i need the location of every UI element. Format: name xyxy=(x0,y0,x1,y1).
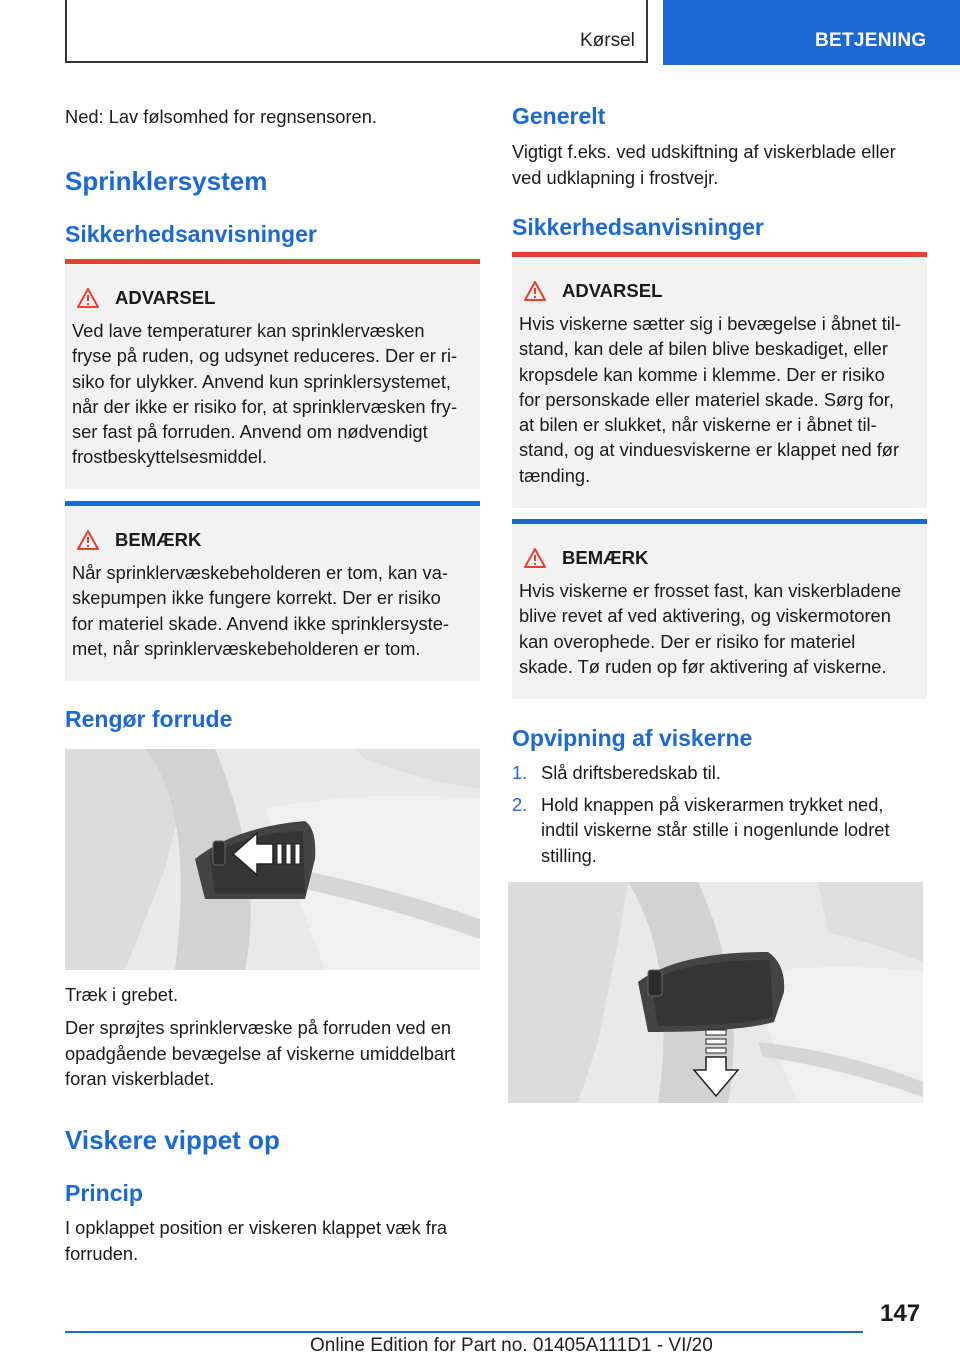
text-line: kropsdele kan komme i klemme. Der er risiko xyxy=(519,363,885,385)
text-line: Der sprøjtes sprinklervæske på forruden ved en xyxy=(65,1017,452,1038)
text-line: Når sprinklervæskebeholderen er tom, kan va- xyxy=(72,562,448,583)
heading-principle: Princip xyxy=(65,1180,143,1206)
text-line: Hvis viskerne er frosset fast, kan viskerbladene xyxy=(519,580,902,601)
text-line: met, når sprinklervæskebeholderen er tom. xyxy=(72,637,421,659)
header-chapter-label: BETJENING xyxy=(815,30,927,51)
pull-lever-text: Træk i grebet. xyxy=(65,984,179,1005)
wiper-lever-press-illustration xyxy=(508,882,923,1103)
heading-safety-right: Sikkerhedsanvisninger xyxy=(512,214,764,240)
heading-sprinkler: Sprinklersystem xyxy=(65,166,268,196)
step-number: 1. xyxy=(512,762,528,783)
text-line: ved udklapning i frostvejr. xyxy=(512,166,719,188)
page-number: 147 xyxy=(880,1300,921,1327)
list-item xyxy=(512,760,927,786)
notice-header-1 xyxy=(77,526,201,554)
text-line: tænding. xyxy=(519,464,591,486)
notice-title-1: BEMÆRK xyxy=(115,529,202,550)
notice-title-2: BEMÆRK xyxy=(562,547,649,568)
text-line: at bilen er slukket, når viskerne er i åbnet til- xyxy=(519,414,877,436)
warning-text-2 xyxy=(519,311,921,488)
warning-text-1 xyxy=(72,318,474,470)
header-chapter-tab xyxy=(663,0,960,65)
text-line: fryse på ruden, og udsynet reduceres. Der er ri- xyxy=(72,345,458,367)
general-text xyxy=(512,139,896,190)
heading-fold-up-wipers: Opvipning af viskerne xyxy=(512,725,753,751)
warning-title-2: ADVARSEL xyxy=(562,280,663,301)
wiper-lever-pull-illustration xyxy=(65,749,480,970)
text-line: Slå driftsberedskab til. xyxy=(541,762,721,783)
notice-text-2 xyxy=(519,578,921,679)
warning-triangle-icon xyxy=(77,288,99,308)
text-line: skepumpen ikke fungere korrekt. Der er risiko xyxy=(72,587,441,609)
text-line: for personskade eller materiel skade. Sørg for, xyxy=(519,388,894,410)
intro-text: Ned: Lav følsomhed for regnsensoren. xyxy=(65,106,377,127)
text-line: siko for ulykker. Anvend kun sprinklersystemet, xyxy=(72,370,451,392)
text-line: stand, og at vinduesviskerne er klappet ned før xyxy=(519,439,900,461)
warning-box-2 xyxy=(512,252,927,508)
warning-triangle-icon xyxy=(524,548,546,568)
edition-text: Online Edition for Part no. 01405A111D1 - VI/20 xyxy=(310,1335,713,1356)
step-number: 2. xyxy=(512,793,528,815)
warning-header-2 xyxy=(524,277,662,305)
warning-triangle-icon xyxy=(524,281,546,301)
warning-header-1 xyxy=(77,284,215,312)
notice-box-1 xyxy=(65,501,480,681)
text-line: opadgående bevægelse af viskerne umiddelbart xyxy=(65,1042,456,1064)
text-line: for materiel skade. Anvend ikke sprinklersyste- xyxy=(72,612,449,634)
text-line: stilling. xyxy=(541,844,597,866)
warning-triangle-icon xyxy=(77,530,99,550)
warning-box-1 xyxy=(65,259,480,489)
text-line: blive revet af ved aktivering, og viskermotoren xyxy=(519,605,891,627)
heading-wipers-tilted-up: Viskere vippet op xyxy=(65,1125,280,1155)
warning-title-1: ADVARSEL xyxy=(115,287,216,308)
text-line: I opklappet position er viskeren klappet væk fra xyxy=(65,1217,448,1238)
heading-general: Generelt xyxy=(512,103,606,129)
fold-steps-list xyxy=(512,760,927,874)
header-section-title: Kørsel xyxy=(580,30,635,51)
list-item xyxy=(512,792,927,869)
text-line: stand, kan dele af bilen blive beskadiget, eller xyxy=(519,338,888,360)
text-line: når der ikke er risiko for, at sprinklervæsken fry- xyxy=(72,395,458,417)
notice-box-2 xyxy=(512,519,927,699)
text-line: kan overophede. Der er risiko for materiel xyxy=(519,630,856,652)
text-line: indtil viskerne står stille i nogenlunde lodret xyxy=(541,819,890,840)
principle-text xyxy=(65,1215,447,1266)
text-line: ser fast på forruden. Anvend om nødvendigt xyxy=(72,421,428,443)
text-line: skade. Tø ruden op før aktivering af viskerne. xyxy=(519,655,887,677)
notice-header-2 xyxy=(524,544,648,572)
notice-text-1 xyxy=(72,560,474,661)
illustration-wiper-lever-pull xyxy=(65,749,480,970)
text-line: Vigtigt f.eks. ved udskiftning af viskerblade eller xyxy=(512,141,896,162)
footer-divider xyxy=(65,1331,863,1333)
spray-description xyxy=(65,1015,455,1092)
text-line: Hold knappen på viskerarmen trykket ned, xyxy=(541,793,884,815)
text-line: forruden. xyxy=(65,1242,139,1264)
text-line: Ved lave temperaturer kan sprinklervæsken xyxy=(72,320,425,341)
text-line: Hvis viskerne sætter sig i bevægelse i åbnet til- xyxy=(519,313,902,334)
header-frame xyxy=(65,0,648,63)
illustration-wiper-lever-press xyxy=(508,882,923,1103)
text-line: foran viskerbladet. xyxy=(65,1068,215,1089)
heading-clean-windshield: Rengør forrude xyxy=(65,706,233,732)
heading-safety-left: Sikkerhedsanvisninger xyxy=(65,221,317,247)
text-line: frostbeskyttelsesmiddel. xyxy=(72,446,268,468)
